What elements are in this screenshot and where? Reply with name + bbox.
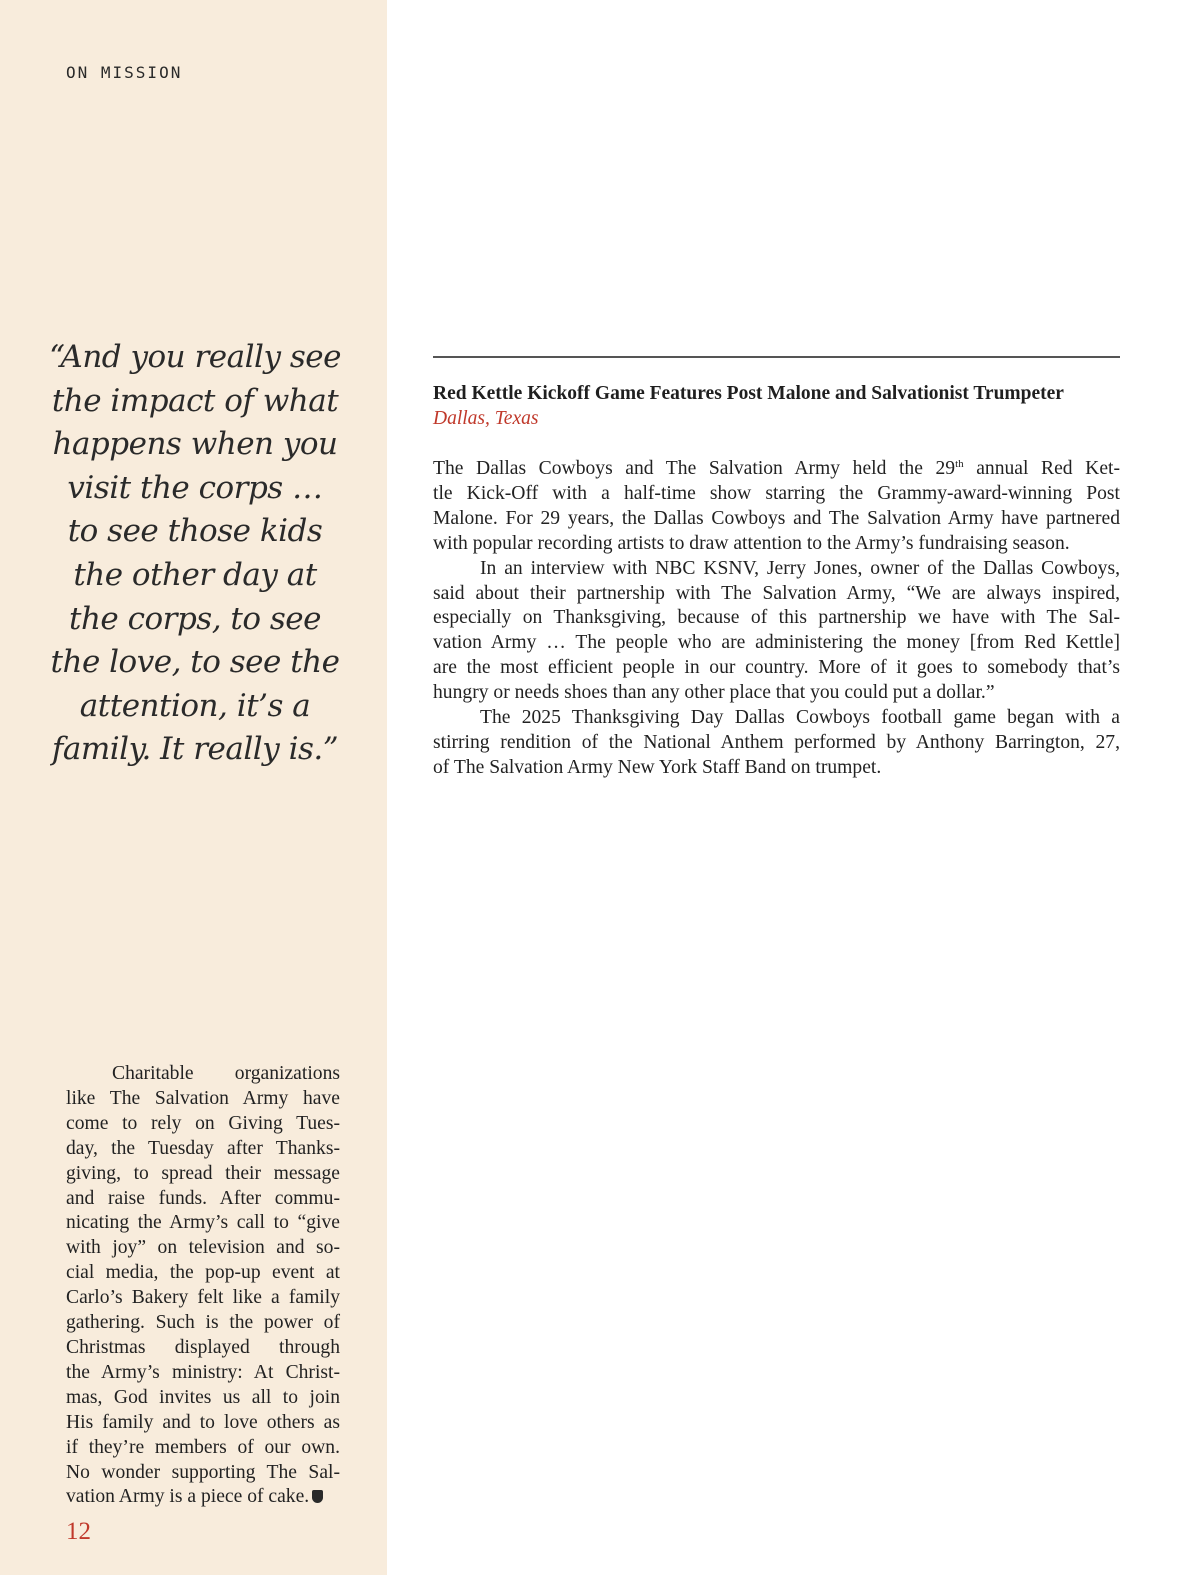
article-line: of The Salvation Army New York Staff Band on trumpet. [433, 756, 882, 778]
section-label: ON MISSION [66, 63, 183, 82]
body-line: the Army’s ministry: At Christ- [66, 1361, 340, 1383]
left-sidebar-panel [0, 0, 387, 1575]
pull-quote [40, 336, 350, 772]
pull-quote-line: visit the corps … [67, 469, 323, 506]
article-line: with popular recording artists to draw attention to the Army’s fundraising season. [433, 532, 1070, 554]
pull-quote-line: “And you really see [49, 339, 341, 375]
article-headline: Red Kettle Kickoff Game Features Post Malone and Salvationist Trumpeter [433, 383, 1064, 404]
article-line-part: The Dallas Cowboys and The Salvation Army held the 29 [433, 458, 956, 479]
divider-rule [433, 356, 1120, 358]
pull-quote-line: the other day at [73, 556, 317, 593]
body-line: cial media, the pop-up event at [66, 1262, 340, 1284]
article-line: stirring rendition of the National Anthem performed by Anthony Barrington, 27, [433, 731, 1120, 753]
article-location: Dallas, Texas [433, 408, 539, 429]
article-line: Malone. For 29 years, the Dallas Cowboys and The Salvation Army have partnered [433, 507, 1120, 529]
article-line: especially on Thanksgiving, because of this partnership we have with The Sal- [433, 607, 1120, 629]
article-line: vation Army … The people who are administering the money [from Red Kettle] [433, 632, 1120, 654]
body-line: come to rely on Giving Tues- [66, 1112, 340, 1134]
body-line: mas, God invites us all to join [66, 1386, 340, 1408]
ordinal-suffix: th [955, 458, 964, 470]
article-line: said about their partnership with The Salvation Army, “We are always inspired, [433, 582, 1120, 604]
body-line: nicating the Army’s call to “give [66, 1212, 340, 1234]
article-body [433, 457, 1120, 781]
body-line: if they’re members of our own. [66, 1436, 340, 1458]
body-line: and raise funds. After commu- [66, 1187, 340, 1209]
body-line: His family and to love others as [66, 1411, 340, 1433]
body-line: with joy” on television and so- [66, 1237, 340, 1259]
body-line: giving, to spread their message [66, 1162, 340, 1184]
body-line: No wonder supporting The Sal- [66, 1461, 340, 1483]
pull-quote-line: family. It really is.” [51, 731, 339, 768]
article-line: are the most efficient people in our country. More of it goes to somebody that’s [433, 657, 1120, 679]
body-line: like The Salvation Army have [66, 1087, 340, 1109]
article-line [433, 457, 1120, 482]
body-line: gathering. Such is the power of [66, 1312, 340, 1334]
pull-quote-line: the impact of what [51, 382, 339, 419]
article-line: In an interview with NBC KSNV, Jerry Jones, owner of the Dallas Cowboys, [480, 557, 1120, 579]
body-line: day, the Tuesday after Thanks- [66, 1137, 340, 1159]
body-line-final [66, 1485, 340, 1510]
article-line: hungry or needs shoes than any other place that you could put a dollar.” [433, 682, 995, 704]
pull-quote-line: the corps, to see [68, 600, 321, 637]
article-line: tle Kick-Off with a half-time show starring the Grammy-award-winning Post [433, 482, 1120, 504]
pull-quote-line: happens when you [52, 426, 338, 463]
left-column-text [66, 1062, 340, 1510]
body-line: vation Army is a piece of cake. [66, 1486, 310, 1508]
page-number: 12 [66, 1518, 91, 1545]
body-line: Carlo’s Bakery felt like a family [66, 1287, 340, 1309]
body-line: Christmas displayed through [66, 1336, 340, 1358]
article-line-part: annual Red Ket- [963, 458, 1120, 479]
body-line: Charitable organizations [112, 1063, 340, 1084]
pull-quote-line: attention, it’s a [79, 687, 311, 724]
shield-end-mark-icon [312, 1490, 323, 1503]
pull-quote-line: to see those kids [67, 513, 323, 550]
article-line: The 2025 Thanksgiving Day Dallas Cowboys football game began with a [480, 707, 1120, 729]
pull-quote-line: the love, to see the [50, 644, 340, 681]
